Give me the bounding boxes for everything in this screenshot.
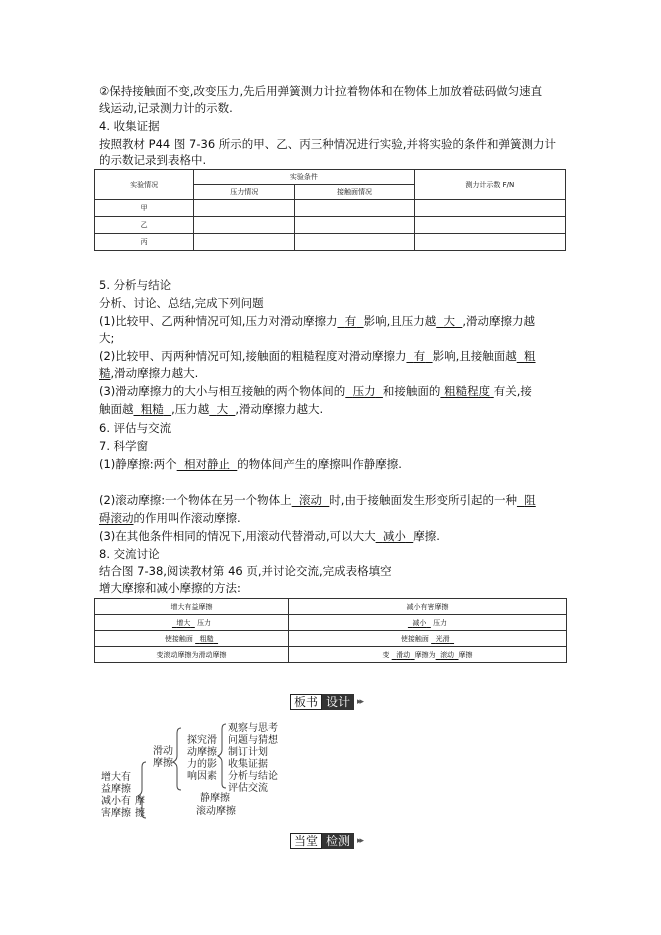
answer-blank: 大: [216, 402, 229, 416]
answer-blank: 粗: [524, 349, 536, 363]
header-pressure: 压力情况: [194, 185, 295, 200]
answer-blank: 相对静止: [183, 457, 230, 471]
question-line: [99, 529, 440, 543]
answer-blank: 碍滚动: [99, 511, 134, 525]
cell: 减小 压力: [289, 615, 567, 631]
paragraph-line: 线运动,记录测力计的示数.: [99, 101, 233, 115]
banner-text: 设计: [322, 694, 354, 710]
cell-blank: [194, 200, 295, 217]
text: (2)滚动摩擦:一个物体在另一个物体上: [99, 493, 292, 507]
question-line: [99, 384, 532, 398]
paragraph-line: ②保持接触面不变,改变压力,先后用弹簧测力计拉着物体和在物体上加放着砝码做匀速直: [99, 84, 543, 98]
section-title: 8. 交流讨论: [99, 547, 160, 561]
question-line: [99, 366, 198, 380]
answer-blank: 糙: [99, 366, 111, 380]
question-line: [99, 511, 241, 525]
answer-blank: 粗糙: [140, 402, 164, 416]
text: 时,由于接触面发生形变所引起的一种: [329, 493, 517, 507]
text: 触面越: [99, 402, 134, 416]
question-line: 大;: [99, 331, 115, 345]
text: (2)比较甲、丙两种情况可知,接触面的粗糙程度对滑动摩擦力: [99, 349, 407, 363]
cell-blank: [414, 200, 565, 217]
cell-blank: [295, 200, 414, 217]
text: 摩擦.: [413, 529, 440, 543]
cell: 增大 压力: [95, 615, 289, 631]
answer-blank: 减小: [382, 529, 406, 543]
text: (1)比较甲、乙两种情况可知,压力对滑动摩擦力: [99, 314, 338, 328]
cell-blank: [194, 234, 295, 251]
diagram-sliding: 滑动 摩擦: [153, 746, 173, 769]
text: (3)在其他条件相同的情况下,用滚动代替滑动,可以大大: [99, 529, 376, 543]
row-label: 甲: [95, 200, 194, 217]
paragraph-line: 分析、讨论、总结,完成下列问题: [99, 296, 264, 310]
text: 影响,且压力越: [363, 314, 437, 328]
text: 和接触面的: [382, 384, 441, 398]
double-arrow-icon: ▸▸: [357, 836, 363, 846]
header-reading: 测力计示数 F/N: [414, 170, 565, 200]
text: 的物体间产生的摩擦叫作静摩擦.: [237, 457, 402, 471]
answer-blank: 大: [443, 314, 456, 328]
row-label: 乙: [95, 217, 194, 234]
answer-blank: 滚动: [298, 493, 322, 507]
question-line: [99, 493, 536, 507]
answer-blank: 阻: [524, 493, 536, 507]
diagram-root: 摩 擦: [135, 796, 145, 819]
question-line: [99, 349, 536, 363]
text: ,滑动摩擦力越大.: [235, 402, 324, 416]
header-increase: 增大有益摩擦: [95, 599, 289, 615]
diagram-steps: 观察与思考 问题与猜想 制订计划 收集证据 分析与结论 评估交流: [228, 723, 278, 794]
text: (3)滑动摩擦力的大小与相互接触的两个物体间的: [99, 384, 346, 398]
header-condition: 实验条件: [194, 170, 414, 185]
cell-blank: [295, 234, 414, 251]
answer-blank: 有: [344, 314, 357, 328]
section-title: 6. 评估与交流: [99, 421, 172, 435]
text: 的作用叫作滚动摩擦.: [133, 511, 241, 525]
text: 影响,且接触面越: [432, 349, 517, 363]
paragraph-line: 的示数记录到表格中.: [99, 153, 207, 167]
section-title: 5. 分析与结论: [99, 278, 172, 292]
section-title: 4. 收集证据: [99, 119, 160, 133]
paragraph-line: 增大摩擦和减小摩擦的方法:: [99, 581, 241, 595]
diagram-rolling: 滚动摩擦: [196, 806, 236, 817]
answer-blank: 有: [413, 349, 426, 363]
header-surface: 接触面情况: [295, 185, 414, 200]
question-line: [99, 402, 323, 416]
diagram-static: 静摩擦: [200, 793, 230, 804]
paragraph-line: 结合图 7-38,阅读教材第 46 页,并讨论交流,完成表格填空: [99, 564, 392, 578]
diagram-explore: 探究滑 动摩擦 力的影 响因素: [187, 735, 217, 782]
paragraph-line: 按照教材 P44 图 7-36 所示的甲、乙、丙三种情况进行实验,并将实验的条件和弹簧测力计: [99, 137, 556, 151]
experiment-table: [94, 169, 566, 251]
cell-blank: [295, 217, 414, 234]
question-line: [99, 457, 402, 471]
question-line: [99, 314, 535, 328]
cell: 使接触面 光滑: [289, 631, 567, 647]
cell: 变滚动摩擦为滑动摩擦: [95, 647, 289, 663]
section-banner-board-design: [290, 694, 362, 710]
banner-text: 当堂: [290, 833, 322, 849]
row-label: 丙: [95, 234, 194, 251]
answer-blank: 粗糙程度: [444, 384, 491, 398]
diagram-label-increase: 增大有 益摩擦: [101, 772, 131, 795]
cell: 使接触面 粗糙: [95, 631, 289, 647]
section-title: 7. 科学窗: [99, 439, 149, 453]
banner-text: 板书: [290, 694, 322, 710]
text: ,滑动摩擦力越大.: [110, 366, 199, 380]
cell-blank: [414, 217, 565, 234]
section-banner-class-test: [290, 833, 362, 849]
diagram-label-decrease: 减小有 害摩擦: [101, 796, 131, 819]
answer-blank: 压力: [352, 384, 376, 398]
cell: 变 滑动 摩擦为 滚动 摩擦: [289, 647, 567, 663]
text: (1)静摩擦:两个: [99, 457, 177, 471]
cell-blank: [194, 217, 295, 234]
banner-text: 检测: [322, 833, 354, 849]
text: ,滑动摩擦力越: [462, 314, 536, 328]
text: ,压力越: [171, 402, 210, 416]
text: 有关,接: [493, 384, 532, 398]
header-case: 实验情况: [95, 170, 194, 200]
cell-blank: [414, 234, 565, 251]
header-decrease: 减小有害摩擦: [289, 599, 567, 615]
double-arrow-icon: ▸▸: [357, 697, 363, 707]
friction-methods-table: [94, 598, 567, 663]
